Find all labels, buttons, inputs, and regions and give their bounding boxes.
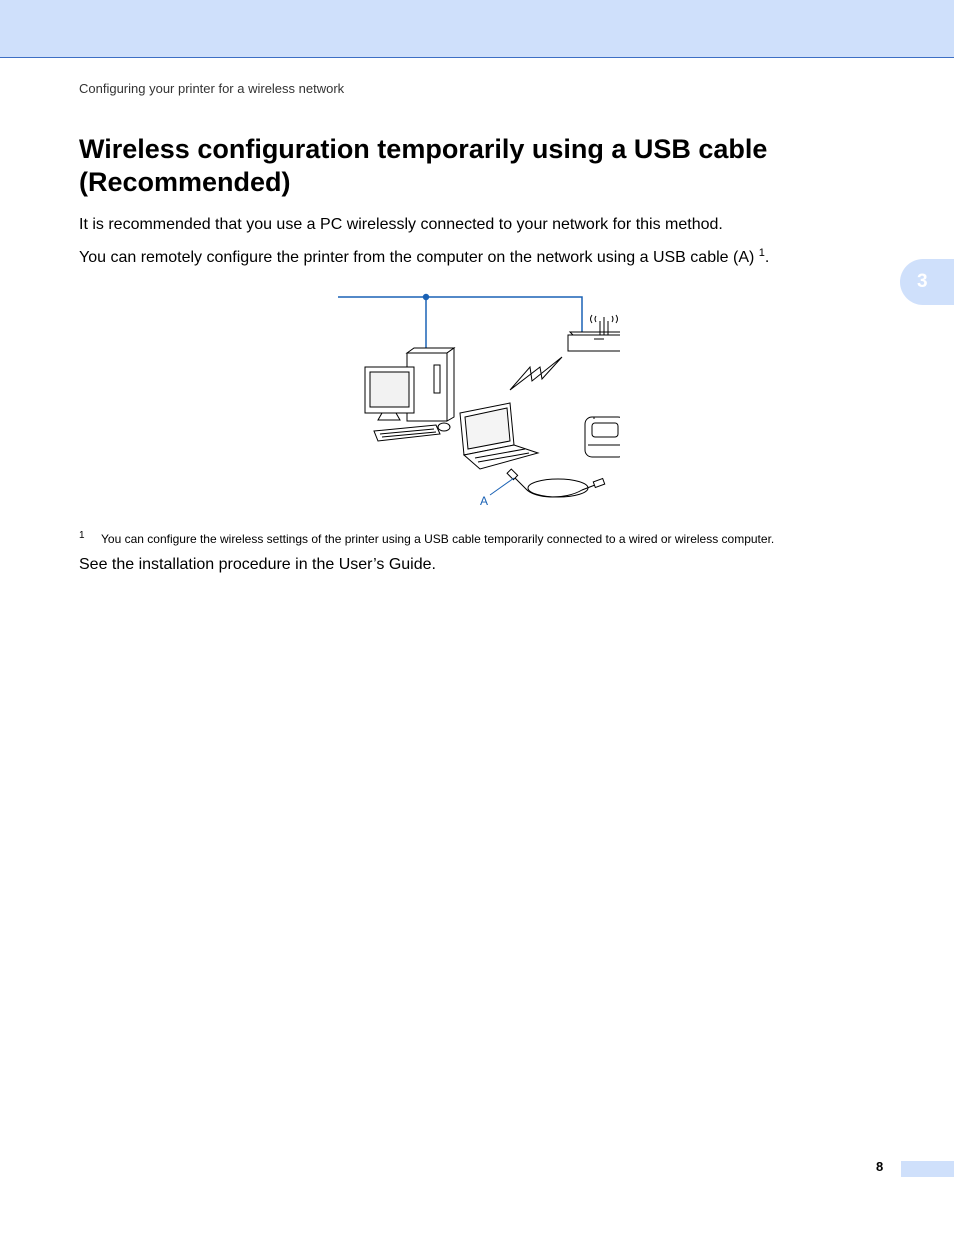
lightning-wireless-icon [510,357,562,390]
footnote-reference[interactable]: 1 [758,247,765,259]
header-band [0,0,954,58]
installation-paragraph: See the installation procedure in the User’s Guide. [79,556,436,573]
footnote-text: You can configure the wireless settings of the printer using a USB cable temporarily connected to a wired or wireless computer. [101,532,775,546]
usb-paragraph-text: You can remotely configure the printer from the computer on the network using a USB cable (A) [79,249,755,266]
usb-cable-icon [507,469,605,497]
figure-label-a: A [480,494,489,508]
page-number: 8 [876,1159,884,1174]
breadcrumb: Configuring your printer for a wireless network [79,81,345,96]
desktop-computer-icon [365,348,454,441]
network-diagram [330,285,620,515]
label-a-leader [490,478,514,495]
network-line [338,295,582,354]
intro-paragraph: It is recommended that you use a PC wirelessly connected to your network for this method. [79,216,723,233]
footer-band [901,1161,954,1177]
wireless-router-icon [568,315,620,351]
usb-paragraph [79,248,769,268]
chapter-tab[interactable]: 3 [900,259,954,305]
mobile-printer-icon [585,417,620,457]
footnote-number: 1 [79,530,85,541]
laptop-icon [460,403,538,469]
page-title: Wireless configuration temporarily using a USB cable (Recommended) [79,134,768,197]
usb-paragraph-end: . [764,249,770,266]
